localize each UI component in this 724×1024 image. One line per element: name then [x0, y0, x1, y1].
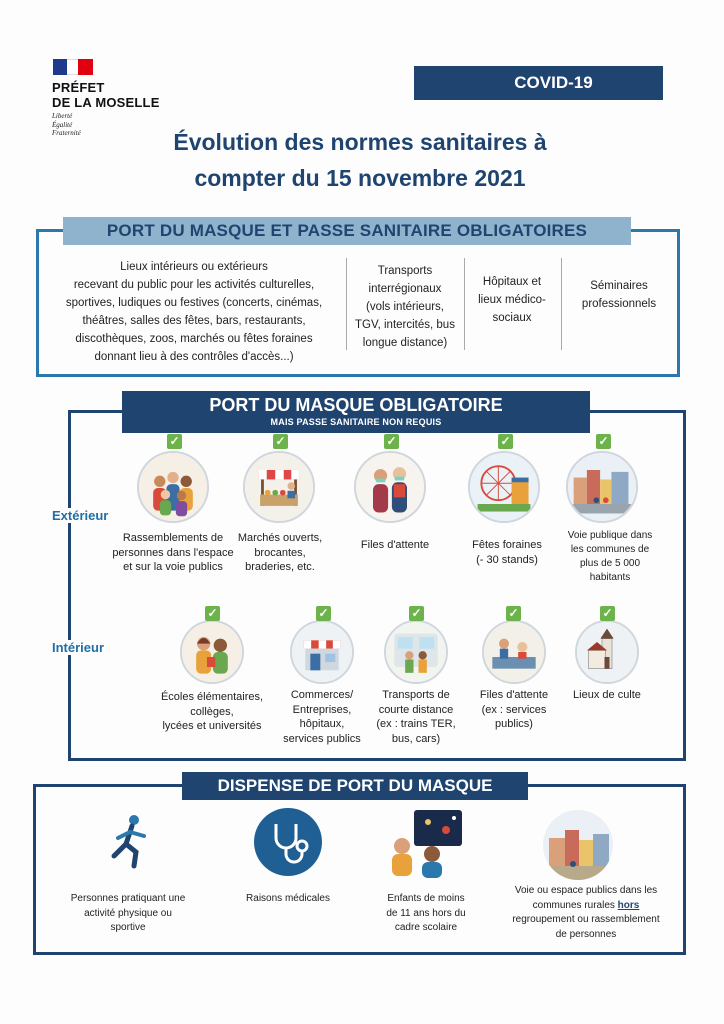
caption-line: Marchés ouverts,	[237, 532, 323, 544]
exterior-caption-markets	[226, 531, 334, 575]
caption-line	[498, 899, 674, 914]
cell-line: Transports	[377, 265, 433, 277]
mask-only-banner	[122, 391, 590, 433]
caption-line: Rassemblements de	[122, 532, 224, 544]
interior-caption-schools	[148, 690, 276, 734]
check-icon: ✓	[596, 434, 611, 449]
interior-caption-shops	[274, 688, 370, 746]
counter-queue-icon	[482, 620, 546, 684]
page-title	[100, 124, 620, 196]
interior-caption-worship	[562, 688, 652, 703]
caption-line: de 11 ans hors du	[386, 907, 466, 919]
check-icon: ✓	[498, 434, 513, 449]
caption-line: sportive	[110, 922, 146, 933]
caption-line: lycées et universités	[162, 720, 262, 732]
cell-line: sportives, ludiques ou festives (concerts, cinémas,	[65, 297, 323, 309]
cell-line: professionnels	[581, 298, 657, 310]
hospitals-cell	[466, 273, 558, 327]
cell-line: interrégionaux	[368, 283, 442, 295]
mask-only-title: PORT DU MASQUE OBLIGATOIRE	[209, 395, 503, 415]
caption-line: Files d'attente	[479, 689, 549, 701]
caption-line: publics)	[495, 718, 533, 730]
caption-line: Raisons médicales	[246, 893, 330, 904]
caption-line: de personnes	[555, 928, 617, 940]
exemption-caption-medical	[228, 892, 348, 907]
caption-line: (ex : services	[481, 703, 547, 716]
crowd-icon	[137, 451, 209, 523]
cell-line: (vols intérieurs,	[366, 301, 444, 313]
stethoscope-icon	[254, 808, 322, 876]
prefecture-name	[52, 80, 160, 110]
caption-line: personnes dans l'espace	[112, 546, 234, 559]
cell-line: Hôpitaux et	[482, 276, 542, 288]
caption-line: (- 30 stands)	[476, 553, 538, 566]
caption-line: Enfants de moins	[387, 893, 465, 904]
exemption-banner: DISPENSE DE PORT DU MASQUE	[182, 772, 528, 800]
caption-text: communes rurales	[532, 899, 618, 911]
caption-line: les communes de	[570, 544, 650, 555]
caption-line: (ex : trains TER,	[376, 718, 456, 730]
transport-cell	[348, 262, 462, 352]
interior-caption-transport	[370, 688, 462, 746]
caption-line: regroupement ou rassemblement	[512, 914, 660, 925]
divider	[464, 258, 465, 350]
ferris-wheel-icon	[468, 451, 540, 523]
check-icon: ✓	[409, 606, 424, 621]
village-square-icon	[543, 810, 613, 880]
cell-line: Séminaires	[590, 280, 648, 292]
runner-icon	[100, 812, 162, 874]
emphasis-hors: hors	[617, 899, 640, 911]
title-line2: compter du 15 novembre 2021	[194, 165, 526, 191]
caption-line: Entreprises,	[292, 703, 352, 716]
caption-line: Écoles élémentaires,	[160, 691, 264, 703]
caption-line: Lieux de culte	[573, 689, 641, 701]
cell-line: sociaux	[492, 312, 532, 324]
caption-line: Fêtes foraines	[472, 539, 542, 551]
motto-egalite: Égalité	[52, 120, 73, 129]
divider	[561, 258, 562, 350]
republic-motto	[52, 112, 81, 138]
exemption-caption-sport	[58, 892, 198, 936]
cell-line: TGV, intercités, bus	[355, 319, 455, 331]
mask-only-subtitle: MAIS PASSE SANITAIRE NON REQUIS	[270, 417, 442, 427]
caption-line: braderies, etc.	[245, 561, 315, 573]
caption-line: Voie publique dans	[567, 530, 653, 541]
caption-line: habitants	[589, 572, 631, 583]
city-street-icon	[566, 451, 638, 523]
interior-label: Intérieur	[52, 640, 105, 655]
caption-line: Commerces/	[290, 689, 354, 701]
exemption-caption-rural	[498, 884, 674, 942]
caption-line: plus de 5 000	[579, 558, 641, 569]
check-icon: ✓	[506, 606, 521, 621]
check-icon: ✓	[600, 606, 615, 621]
caption-line: activité physique ou	[84, 907, 172, 919]
shop-icon	[290, 620, 354, 684]
check-icon: ✓	[384, 434, 399, 449]
divider	[346, 258, 347, 350]
motto-fraternite: Fraternité	[52, 129, 81, 137]
caption-line: Personnes pratiquant une	[70, 893, 186, 904]
exterior-caption-fairs	[452, 538, 562, 567]
caption-line: services publics	[283, 732, 361, 745]
caption-line: Transports de	[382, 689, 450, 701]
caption-line: hôpitaux,	[299, 718, 345, 730]
cell-line: lieux médico-	[478, 294, 546, 306]
check-icon: ✓	[205, 606, 220, 621]
caption-line: brocantes,	[254, 546, 306, 559]
mask-and-pass-banner: PORT DU MASQUE ET PASSE SANITAIRE OBLIGATOIRES	[63, 217, 631, 245]
queue-people-icon	[354, 451, 426, 523]
chapel-icon	[575, 620, 639, 684]
caption-line: et sur la voie publics	[123, 561, 223, 573]
interior-caption-queues	[466, 688, 562, 732]
covid-badge: COVID-19	[414, 66, 663, 100]
train-passengers-icon	[384, 620, 448, 684]
children-space-icon	[384, 808, 464, 880]
prefecture-line2: DE LA MOSELLE	[52, 95, 160, 110]
caption-line: Voie ou espace publics dans les	[514, 885, 658, 896]
prefecture-line1: PRÉFET	[52, 80, 105, 95]
check-icon: ✓	[167, 434, 182, 449]
exterior-caption-public-road	[554, 529, 666, 585]
caption-line: cadre scolaire	[394, 922, 458, 933]
cell-line: donnant lieu à des contrôles d'accès...)	[94, 351, 294, 363]
caption-line: bus, cars)	[391, 732, 441, 745]
pupils-icon	[180, 620, 244, 684]
exemption-caption-children	[366, 892, 486, 936]
caption-line: collèges,	[190, 705, 234, 718]
cell-line: théâtres, salles des fêtes, bars, restaurants,	[82, 315, 306, 327]
check-icon: ✓	[273, 434, 288, 449]
cell-line: Lieux intérieurs ou extérieurs	[120, 261, 268, 273]
caption-line: Files d'attente	[360, 539, 430, 551]
cell-line: longue distance)	[362, 337, 448, 349]
check-icon: ✓	[316, 606, 331, 621]
exterior-label: Extérieur	[52, 508, 109, 523]
exterior-caption-queues	[340, 538, 450, 553]
cell-line: discothèques, zoos, marchés ou fêtes foraines	[75, 333, 313, 345]
venues-cell	[48, 258, 340, 366]
title-line1: Évolution des normes sanitaires à	[173, 129, 547, 155]
seminars-cell	[564, 277, 674, 313]
cell-line: recevant du public pour les activités culturelles,	[73, 279, 315, 291]
market-stall-icon	[243, 451, 315, 523]
marianne-logo	[53, 59, 93, 75]
caption-line: courte distance	[378, 703, 454, 716]
motto-liberte: Liberté	[52, 112, 73, 120]
